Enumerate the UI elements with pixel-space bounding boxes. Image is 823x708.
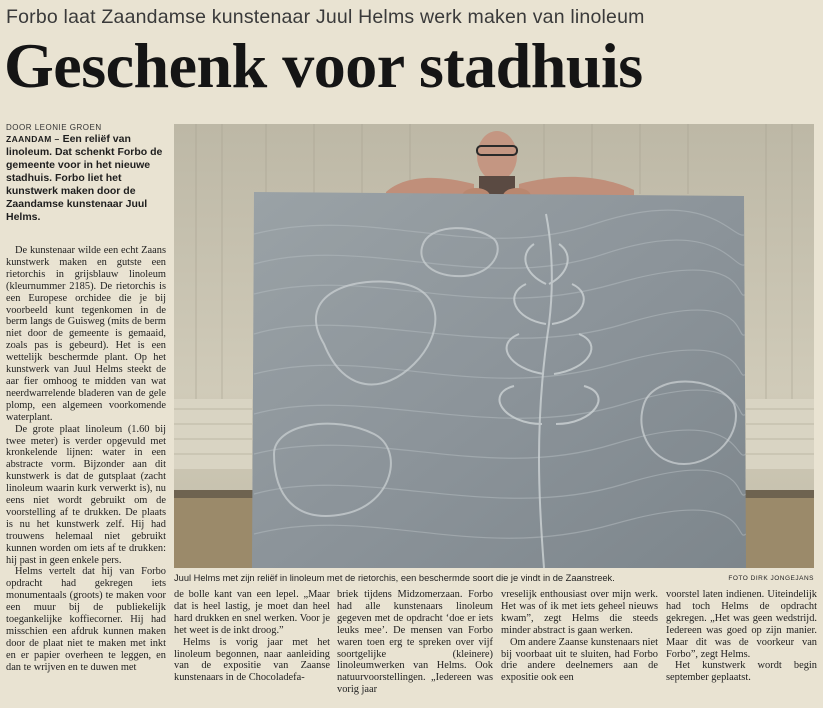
paragraph: Helms vertelt dat hij van Forbo opdracht had gekregen iets monumentaals (groots) te maken voor een muur bij de publiekelijk toegankelijke koffiecorner. Hij had misschien een afdruk kunnen maken door de plaat niet te maken met inkt en er papier overheen te leggen, en dan te wrijven en te duwen met [6,566,166,673]
article-byline: DOOR LEONIE GROEN [6,123,102,132]
paragraph: briek tijdens Midzomerzaan. Forbo had alle kunstenaars linoleum gegeven met de opdracht ‘doe er iets leuks mee’. De mensen van Forbo waren toen erg te spreken over vijf soortgelijke (kleinere) linoleumwerken van Helms. Ook natuurvoorstellingen. „Iedereen was vorig jaar [337,589,493,696]
body-column-4 [501,589,658,708]
photo-credit: FOTO DIRK JONGEJANS [728,575,814,582]
photo-illustration [174,124,814,568]
lead-text: Een reliëf van linoleum. Dat schenkt Forbo de gemeente voor in het nieuwe stadhuis. Forbo liet het kunstwerk maken door de Zaandamse kunstenaar Juul Helms. [6,133,163,223]
body-column-5 [666,589,817,708]
paragraph: voorstel laten indienen. Uiteindelijk had toch Helms de opdracht gekregen. „Het was geen wedstrijd. Iedereen was goed op zijn manier. Maar dit was de voorkeur van Forbo”, zegt Helms. [666,589,817,660]
paragraph: De grote plaat linoleum (1.60 bij twee meter) is verder opgevuld met kronkelende lijnen: water in een abstracte vorm. Bijzonder aan dit kunstwerk is dat de gutsplaat (zacht linoleum waarin kurk verwerkt is), nu eens niet wordt gebruikt om de voorstelling af te drukken. De plaats is nu het kunstwerk zelf. Hij had trouwens helemaal niet gebruikt kunnen worden om iets af te drukken: hij past in geen enkele pers. [6,423,166,566]
body-column-2 [174,589,330,708]
article-lead [6,133,168,224]
lead-dateline: ZAANDAM – [6,134,60,144]
paragraph: Helms is vorig jaar met het linoleum begonnen, naar aanleiding van de expositie van Zaanse kunstenaars in de Chocoladefa- [174,636,330,684]
article-kicker: Forbo laat Zaandamse kunstenaar Juul Helms werk maken van linoleum [6,6,645,28]
article-headline: Geschenk voor stadhuis [4,30,643,101]
paragraph: Om andere Zaanse kunstenaars niet bij voorbaat uit te sluiten, had Forbo drie andere deelnemers aan de expositie ook een [501,636,658,684]
article-photo [174,124,814,568]
paragraph: de bolle kant van een lepel. „Maar dat is heel lastig, je moet dan heel hard drukken en snel werken. Voor je het weet is de inkt droog.” [174,589,330,636]
body-column-3 [337,589,493,708]
paragraph: vreselijk enthousiast over mijn werk. Het was of ik met iets geheel nieuws kwam”, zegt Helms die steeds minder abstract is gaan werken. [501,589,658,636]
body-column-1 [6,245,166,674]
paragraph: De kunstenaar wilde een echt Zaans kunstwerk maken en gutste een rietorchis in grijsblauw linoleum (kleurnummer 2185). De rietorchis is een Europese orchidee die je bij voorbeeld kunt tegenkomen in de berm langs de Guisweg (mits de berm niet door de gemeente is gemaaid, zoals pas is gebeurd). Het is een wettelijk beschermde plant. Op het kunstwerk van Juul Helms steekt de aar fier omhoog te midden van wat neerdwarrelende bladeren van de gele plomp, een algemeen voorkomende waterplant. [6,245,166,423]
paragraph: Het kunstwerk wordt begin september geplaatst. [666,660,817,684]
caption-text: Juul Helms met zijn reliëf in linoleum met de rietorchis, een beschermde soort die je vindt in de Zaanstreek. [174,573,615,583]
photo-caption [174,572,814,586]
